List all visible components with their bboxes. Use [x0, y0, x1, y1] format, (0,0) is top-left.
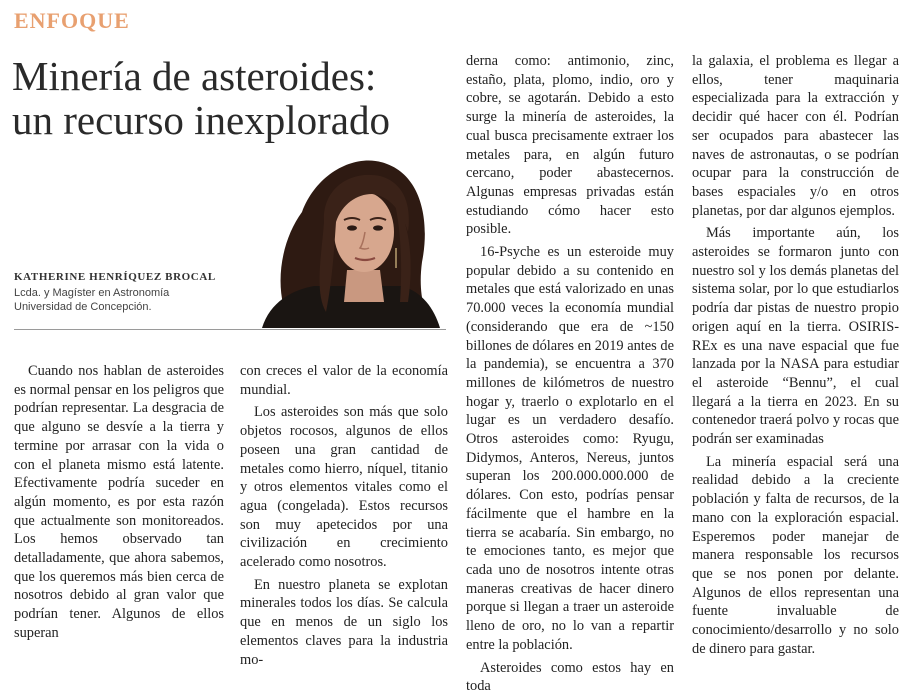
- author-byline: [14, 271, 264, 314]
- author-affiliation: Universidad de Concepción.: [14, 301, 152, 313]
- paragraph: En nuestro planeta se explotan minerales todos los días. Se calcula que en menos de un siglo los elementos claves para la industria mo-: [240, 576, 448, 668]
- author-title: Lcda. y Magíster en Astronomía: [14, 287, 170, 299]
- paragraph: Asteroides como estos hay en toda: [466, 659, 674, 695]
- paragraph: con creces el valor de la economía mundial.: [240, 363, 448, 398]
- author-portrait-illustration: [262, 152, 440, 328]
- paragraph: 16-Psyche es un esteroide muy popular debido a su contenido en metales que está valorizado en unas 70.000 veces la economía mundial (considerando que era de ~150 billones de dólares en 2019 antes de la pandemia), se encuentra a 370 millones de kilómetros de nuestro hogar y, traerlo o explotarlo en el lugar es un verdadero desafío. Otros asteroides como: Ryugu, Didymos, Anteros, Nereus, juntos superan los 200.000.000.000 de dólares. Con esto, podrías pensar fácilmente que el hambre en la tierra se acabaría. Sin embargo, no te emociones tanto, es mejor que cada uno de nosotros intente otras maneras creativas de hacer dinero porque si llegan a traer un asteroide lleno de oro, no lo van a repartir entre la población.: [466, 244, 674, 653]
- article-headline: [12, 54, 452, 142]
- headline-line-1: Minería de asteroides:: [12, 53, 377, 99]
- paragraph: derna como: antimonio, zinc, estaño, plata, plomo, indio, oro y cobre, se agotarán. Debido a esto surge la minería de asteroides, la cual busca precisamente extraer los metales para, en algún futuro cercano, poder abastecernos. Algunas empresas privadas están estudiando cómo hacer esto posible.: [466, 53, 674, 238]
- paragraph: la galaxia, el problema es llegar a ellos, tener maquinaria especializada para la extracción y decidir qué hacer con él. Podrían ser ocupados para abastecer las naves de astronautas, o se podrían ocupar para la construcción de bases espaciales y/o en otros planetas, por dar algunos ejemplos.: [692, 53, 899, 219]
- headline-line-2: un recurso inexplorado: [12, 97, 390, 143]
- section-tag: ENFOQUE: [14, 8, 130, 33]
- paragraph: Los asteroides son más que solo objetos rocosos, algunos de ellos poseen una gran cantidad de metales como hierro, níquel, titanio y otros elementos vitales como el agua (congelada). Estos recursos son muy apetecidos por una civilización en crecimiento acelerado como nosotros.: [240, 404, 448, 571]
- article-column-4: [692, 52, 899, 663]
- article-column-2: [240, 362, 448, 673]
- section-divider: [14, 329, 446, 330]
- article-column-1: [14, 362, 224, 647]
- paragraph: La minería espacial será una realidad debido a la creciente población y falta de recursos, de la mano con la exploración espacial. Esperemos poder manejar de manera responsable los recursos que se nos ponen por delante. Algunos de ellos representan una fuente invaluable de conocimiento/desarrollo y no solo de dinero para gastar.: [692, 453, 899, 657]
- paragraph: Más importante aún, los asteroides se formaron junto con nuestro sol y los demás planetas del sistema solar, por lo que estudiarlos podría dar pistas de nuestro propio origen aquí en la tierra. OSIRIS-REx es una nave espacial que fue lanzada por la NASA para estudiar el asteroide “Bennu”, el cual llegará a la tierra en 2023. En su contenedor traerá polvo y rocas que podrán ser examinadas: [692, 225, 899, 448]
- author-name: KATHERINE HENRÍQUEZ BROCAL: [14, 271, 216, 283]
- paragraph: Cuando nos hablan de asteroides es normal pensar en los peligros que podrían representar. La desgracia de que alguno se desvíe a la tierra y termine por arrasar con la vida o con el planeta mismo está latente. Efectivamente podría suceder en algún momento, es por esta razón que actualmente son monitoreados. Los hemos observado tan detalladamente, que ahora sabemos, que los queremos más bien cerca de nosotros debido al gran valor que podrían tener. Algunos de ellos superan: [14, 363, 224, 641]
- article-column-3: [466, 52, 674, 700]
- author-photo: [262, 152, 440, 328]
